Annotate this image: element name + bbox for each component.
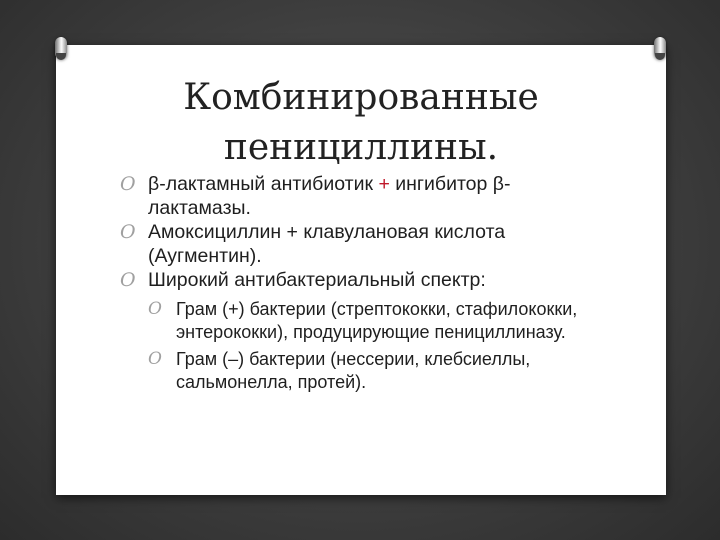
bullet-icon: O — [148, 299, 162, 319]
bullet-item-3 — [120, 268, 600, 292]
bullet-text-2: Амоксициллин + клавулановая кислота (Аугментин). — [148, 221, 506, 267]
sub-list — [148, 298, 600, 394]
sub-text-1: Грам (+) бактерии (стрептококки, стафилококки, энтерококки), продуцирующие пенициллиназу. — [176, 299, 578, 342]
bullet-item-1 — [120, 172, 600, 220]
sub-item-2 — [148, 348, 600, 394]
sub-text-2: Грам (–) бактерии (нессерии, клебсиеллы, сальмонелла, протей). — [176, 349, 531, 392]
slide-title — [56, 73, 666, 173]
slide-content — [120, 172, 600, 398]
bullet-text-3: Широкий антибактериальный спектр: — [148, 269, 486, 291]
title-line-2: пенициллины. — [223, 127, 499, 168]
pin-icon — [654, 37, 666, 59]
bullet-text-1-plus: + — [378, 173, 390, 195]
bullet-icon: O — [120, 269, 136, 291]
bullet-text-1a: β-лактамный антибиотик — [148, 173, 379, 195]
bullet-icon: O — [120, 173, 136, 195]
pin-icon — [55, 37, 67, 59]
bullet-text-1b: ингибитор β-лактамазы. — [148, 173, 511, 219]
title-line-1: Комбинированные — [183, 77, 539, 118]
bullet-item-2 — [120, 220, 600, 268]
bullet-icon: O — [148, 349, 162, 369]
bullet-icon: O — [120, 221, 136, 243]
sub-item-1 — [148, 298, 600, 344]
